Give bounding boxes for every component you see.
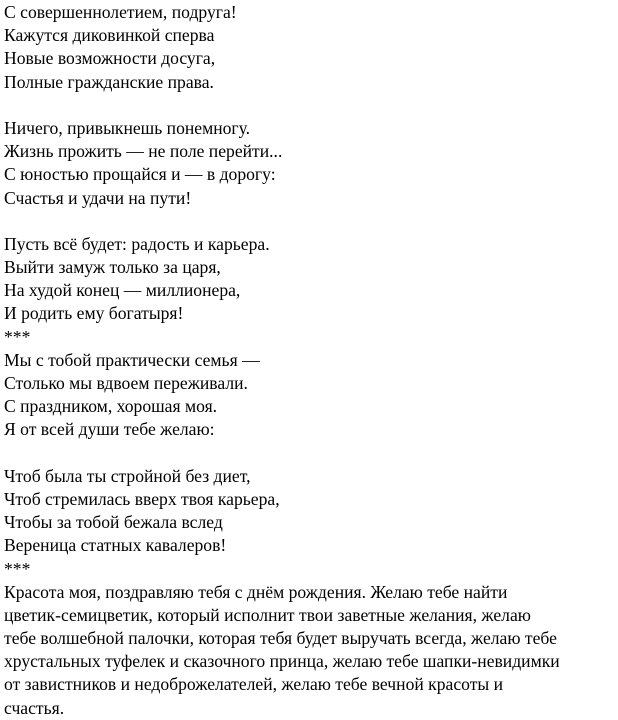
poem-line: Чтобы за тобой бежала вслед (4, 512, 223, 533)
poem-1-stanza-3 (4, 233, 616, 326)
poem-line: Пусть всё будет: радость и карьера. (4, 233, 270, 254)
poem-2 (4, 349, 616, 558)
section-separator: *** (4, 558, 31, 579)
poem-line: Счастья и удачи на пути! (4, 187, 192, 208)
poem-line: Мы с тобой практически семья — (4, 349, 260, 370)
poem-2-stanza-2 (4, 465, 616, 558)
poem-line: Столько мы вдвоем переживали. (4, 373, 248, 393)
prose-line: тебе волшебной палочки, которая тебя будет выручать всегда, желаю тебе (4, 628, 557, 649)
poem-line: Выйти замуж только за царя, (4, 257, 221, 278)
prose-line: цветик-семицветик, который исполнит твои заветные желания, желаю (4, 604, 531, 625)
poem-line: С юностью прощайся и — в дорогу: (4, 164, 276, 185)
prose-greeting (4, 581, 616, 720)
poem-line: Я от всей души тебе желаю: (4, 419, 215, 440)
prose-line: от завистников и недоброжелателей, желаю тебе вечной красоты и (4, 674, 504, 695)
poem-line: Чтоб стремилась вверх твоя карьера, (4, 488, 280, 509)
poem-line: Чтоб была ты стройной без диет, (4, 465, 251, 486)
section-separator: *** (4, 326, 31, 347)
poem-line: Кажутся диковинкой сперва (4, 25, 215, 46)
poem-line: С праздником, хорошая моя. (4, 396, 218, 417)
stanza-gap (4, 442, 616, 465)
poem-line: С совершеннолетием, подруга! (4, 2, 237, 22)
document-body (4, 1, 616, 720)
poem-line: Полные гражданские права. (4, 71, 214, 92)
prose-line: хрустальных туфелек и сказочного принца, желаю тебе шапки-невидимки (4, 651, 560, 672)
poem-line: Жизнь прожить — не поле перейти... (4, 141, 283, 162)
poem-2-stanza-1 (4, 349, 616, 442)
poem-line: На худой конец — миллионера, (4, 280, 241, 301)
prose-line: Красота моя, поздравляю тебя с днём рождения. Желаю тебе найти (4, 581, 508, 602)
poem-1-stanza-1 (4, 1, 616, 94)
stanza-gap (4, 94, 616, 117)
poem-line: Новые возможности досуга, (4, 48, 216, 69)
poem-line: Ничего, привыкнешь понемногу. (4, 117, 251, 138)
prose-line: счастья. (4, 697, 65, 718)
poem-1-stanza-2 (4, 117, 616, 210)
stanza-gap (4, 210, 616, 233)
poem-line: И родить ему богатыря! (4, 303, 184, 324)
poem-line: Вереница статных кавалеров! (4, 535, 227, 556)
poem-1 (4, 1, 616, 326)
